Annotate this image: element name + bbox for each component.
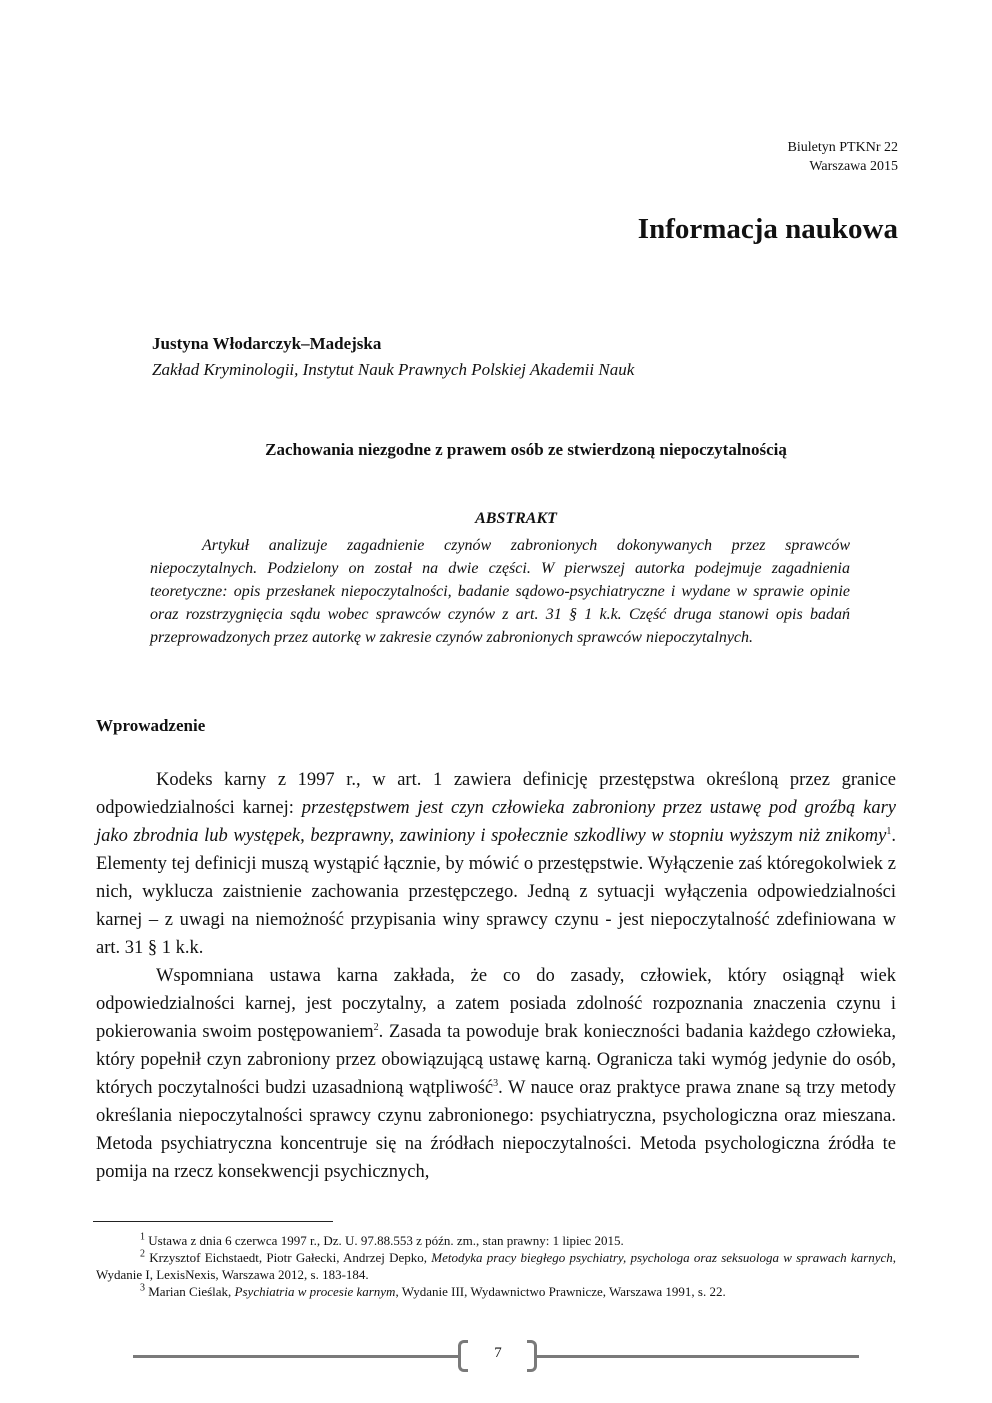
footnote-text: , Wydanie I, LexisNexis, Warszawa 2012, s. 183-184. [96, 1250, 897, 1282]
footnote-separator [93, 1221, 333, 1222]
paragraph-1 [96, 766, 896, 962]
abstract-text: Artykuł analizuje zagadnienie czynów zabronionych dokonywanych przez sprawców niepoczytalnych. Podzielony on został na dwie części. W pierwszej autorka podejmuje zagadnienia teoretyczne: opis przesłanek niepoczytalności, badanie sądowo-psychiatryczne i wydane w sprawie opinie oraz rozstrzygnięcia sądu wobec sprawców czynów z art. 31 § 1 k.k. Część druga stanowi opis badań przeprowadzonych przez autorkę w zakresie czynów zabronionych sprawców niepoczytalnych. [150, 537, 850, 646]
article-title: Zachowania niezgodne z prawem osób ze stwierdzoną niepoczytalnością [265, 440, 787, 459]
paragraph-text: . Zasada ta powoduje brak konieczności badania każdego człowieka, który popełnił czyn zabroniony przez obowiązującą ustawę karną. Ogranicza taki wymóg jedynie do osób, których poczytalności budzi uzasadnioną wątpliwość [96, 1022, 896, 1098]
journal-place-year: Warszawa 2015 [809, 159, 898, 174]
footnote-text: Ustawa z dnia 6 czerwca 1997 r., Dz. U. 97.88.553 z późn. zm., stan prawny: 1 lipiec 2015. [148, 1233, 624, 1248]
footnote-2 [96, 1249, 896, 1283]
footnote-title: Metodyka pracy biegłego psychiatry, psychologa oraz seksuologa w sprawach karnych [431, 1250, 893, 1265]
footnote-3 [140, 1283, 896, 1300]
paragraph-text: . Elementy tej definicji muszą wystąpić łącznie, by mówić o przestępstwie. Wyłączenie zaś któregokolwiek z nich, wyklucza zaistnienie zachowania przestępczego. Jedną z sytuacji wyłączenia odpowiedzialności karnej – z uwagi na niemożność przypisania winy sprawcy czynu - jest niepoczytalność zdefiniowana w art. 31 § 1 k.k. [96, 826, 896, 958]
footnote-number: 2 [140, 1248, 145, 1260]
section-type-title: Informacja naukowa [637, 213, 898, 245]
abstract-heading: ABSTRAKT [475, 510, 557, 527]
footnote-1 [140, 1232, 896, 1249]
body-text [96, 766, 896, 1186]
footnote-ref[interactable]: 1 [886, 825, 892, 837]
author-affiliation: Zakład Kryminologii, Instytut Nauk Prawnych Polskiej Akademii Nauk [152, 360, 635, 379]
paragraph-text: Wspomniana ustawa karna zakłada, że co do zasady, człowiek, który osiągnął wiek odpowiedzialności karnej, jest poczytalny, a zatem posiada zdolność rozpoznania znaczenia czynu i pokierowania swoim postępowaniem [96, 966, 896, 1042]
footer-rule-left [133, 1355, 458, 1358]
quoted-definition: przestępstwem jest czyn człowieka zabroniony przez ustawę pod groźbą kary jako zbrodnia lub występek, bezprawny, zawiniony i społecznie szkodliwy w stopniu wyższym niż znikomy [96, 798, 897, 846]
left-bracket-ornament [458, 1340, 468, 1372]
paragraph-text: . W nauce oraz praktyce prawa znane są trzy metody określania niepoczytalności sprawcy czynu zabronionego: psychiatryczna, psychologiczna oraz mieszana. Metoda psychiatryczna koncentruje się na źródłach niepoczytalności. Metoda psychologiczna źródła te pomija na rzecz konsekwencji psychicznych, [96, 1078, 896, 1182]
footnote-number: 1 [140, 1231, 145, 1243]
author-name: Justyna Włodarczyk–Madejska [152, 334, 382, 353]
footnote-ref[interactable]: 2 [373, 1021, 379, 1033]
journal-name: Biuletyn PTKNr 22 [787, 140, 898, 155]
footer-rule-right [537, 1355, 859, 1358]
footnotes [96, 1231, 897, 1300]
section-heading: Wprowadzenie [96, 716, 206, 735]
footnote-title: Psychiatria w procesie karnym [234, 1284, 396, 1299]
footnote-text: , Wydanie III, Wydawnictwo Prawnicze, Warszawa 1991, s. 22. [395, 1284, 726, 1299]
footnote-text: Krzysztof Eichstaedt, Piotr Gałecki, Andrzej Depko, [149, 1250, 432, 1265]
page-number: 7 [494, 1345, 502, 1361]
paragraph-text: Kodeks karny z 1997 r., w art. 1 zawiera definicję przestępstwa określoną przez granice odpowiedzialności karnej: [96, 770, 896, 818]
footnote-text: Marian Cieślak, [148, 1284, 235, 1299]
footnote-number: 3 [140, 1282, 145, 1294]
right-bracket-ornament [527, 1340, 537, 1372]
footnote-ref[interactable]: 3 [493, 1077, 499, 1089]
paragraph-2 [96, 962, 896, 1186]
